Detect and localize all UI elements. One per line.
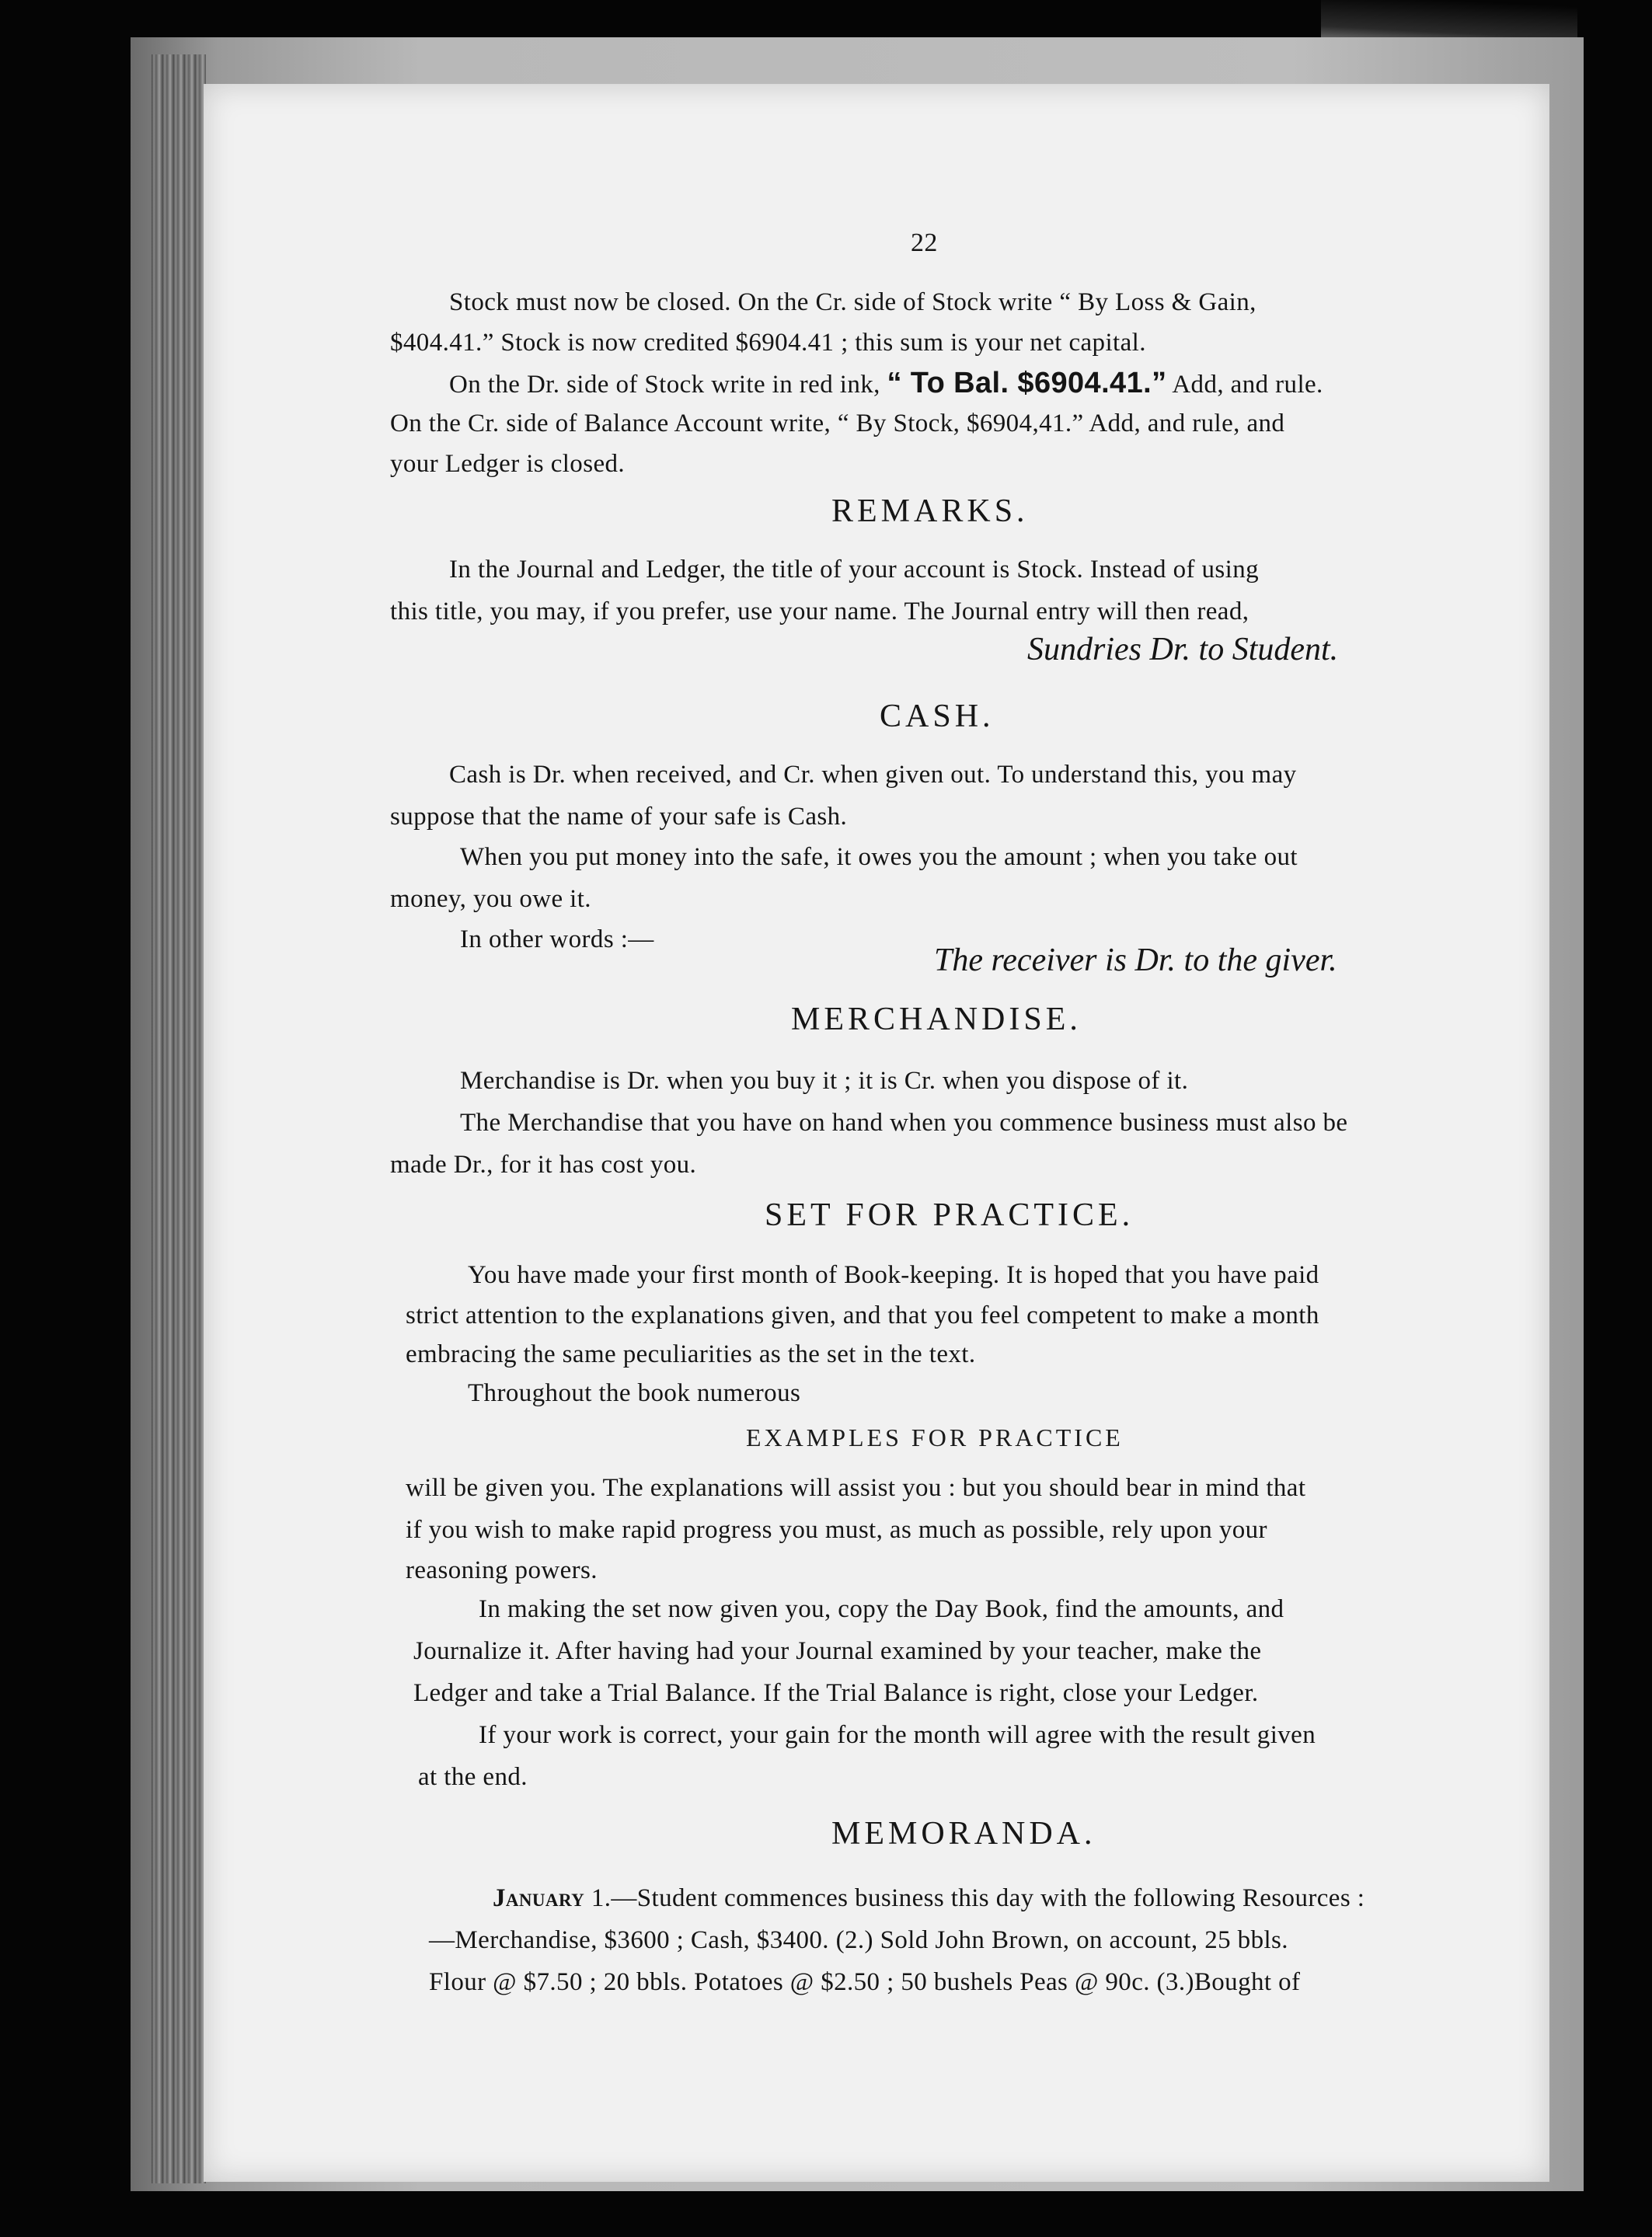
cash-line-1: Cash is Dr. when received, and Cr. when given out. To understand this, you may: [449, 761, 1297, 789]
closing-line-3-text: On the Dr. side of Stock write in red ink,: [449, 371, 880, 399]
practice-line-2: strict attention to the explanations given, and that you feel competent to make a month: [406, 1301, 1319, 1329]
practice-after-line-7: If your work is correct, your gain for the month will agree with the result given: [479, 1721, 1316, 1749]
remarks-line-1: In the Journal and Ledger, the title of your account is Stock. Instead of using: [449, 556, 1260, 584]
practice-after-line-8: at the end.: [418, 1763, 528, 1791]
remarks-line-2: this title, you may, if you prefer, use your name. The Journal entry will then read,: [390, 598, 1249, 625]
closing-line-1: Stock must now be closed. On the Cr. side of Stock write “ By Loss & Gain,: [449, 288, 1256, 316]
merchandise-heading: MERCHANDISE.: [791, 1002, 1082, 1037]
worn-spine-edge: [152, 54, 206, 2183]
memoranda-line-3: Flour @ $7.50 ; 20 bbls. Potatoes @ $2.50 ; 50 bushels Peas @ 90c. (3.)Bought of: [429, 1968, 1301, 1996]
cash-line-5: In other words :—: [460, 925, 654, 953]
closing-line-3: [449, 368, 1323, 399]
practice-after-line-6: Ledger and take a Trial Balance. If the Trial Balance is right, close your Ledger.: [413, 1679, 1259, 1707]
cash-heading: CASH.: [880, 699, 995, 734]
memoranda-heading: MEMORANDA.: [831, 1816, 1096, 1852]
examples-sub-heading: EXAMPLES FOR PRACTICE: [746, 1423, 1124, 1451]
closing-line-2: $404.41.” Stock is now credited $6904.41 ; this sum is your net capital.: [390, 329, 1146, 357]
practice-after-line-2: if you wish to make rapid progress you must, as much as possible, rely upon your: [406, 1516, 1267, 1544]
red-ink-entry: “ To Bal. $6904.41.”: [887, 367, 1167, 399]
book-page: [204, 84, 1549, 2182]
merchandise-line-1: Merchandise is Dr. when you buy it ; it is Cr. when you dispose of it.: [460, 1067, 1189, 1095]
practice-line-1: You have made your first month of Book-keeping. It is hoped that you have paid: [468, 1261, 1319, 1289]
closing-line-5: your Ledger is closed.: [390, 450, 626, 478]
page-number: 22: [911, 228, 938, 257]
memoranda-line-2: —Merchandise, $3600 ; Cash, $3400. (2.) Sold John Brown, on account, 25 bbls.: [429, 1926, 1288, 1954]
remarks-journal-entry: Sundries Dr. to Student.: [1027, 632, 1339, 667]
practice-line-4: Throughout the book numerous: [468, 1379, 801, 1407]
remarks-heading: REMARKS.: [831, 493, 1029, 529]
merchandise-line-3: made Dr., for it has cost you.: [390, 1151, 697, 1179]
red-ink-tail: Add, and rule.: [1172, 371, 1323, 399]
practice-after-line-5: Journalize it. After having had your Journal examined by your teacher, make the: [413, 1637, 1262, 1665]
cash-line-4: money, you owe it.: [390, 885, 591, 913]
practice-after-line-3: reasoning powers.: [406, 1556, 598, 1584]
memoranda-line-1-text: 1.—Student commences business this day with the following Resources :: [591, 1884, 1365, 1912]
cash-line-2: suppose that the name of your safe is Cash.: [390, 803, 848, 831]
cash-line-3: When you put money into the safe, it owes you the amount ; when you take out: [460, 843, 1298, 871]
practice-line-3: embracing the same peculiarities as the set in the text.: [406, 1340, 976, 1368]
practice-after-line-4: In making the set now given you, copy the Day Book, find the amounts, and: [479, 1595, 1284, 1623]
practice-heading: SET FOR PRACTICE.: [765, 1197, 1134, 1233]
merchandise-line-2: The Merchandise that you have on hand when you commence business must also be: [460, 1109, 1348, 1137]
closing-line-4: On the Cr. side of Balance Account write, “ By Stock, $6904,41.” Add, and rule, and: [390, 409, 1285, 437]
cash-rule: The receiver is Dr. to the giver.: [934, 943, 1337, 978]
memoranda-line-1: [493, 1883, 1364, 1913]
practice-after-line-1: will be given you. The explanations will assist you : but you should bear in mind that: [406, 1474, 1306, 1502]
memoranda-month: January: [493, 1884, 585, 1912]
